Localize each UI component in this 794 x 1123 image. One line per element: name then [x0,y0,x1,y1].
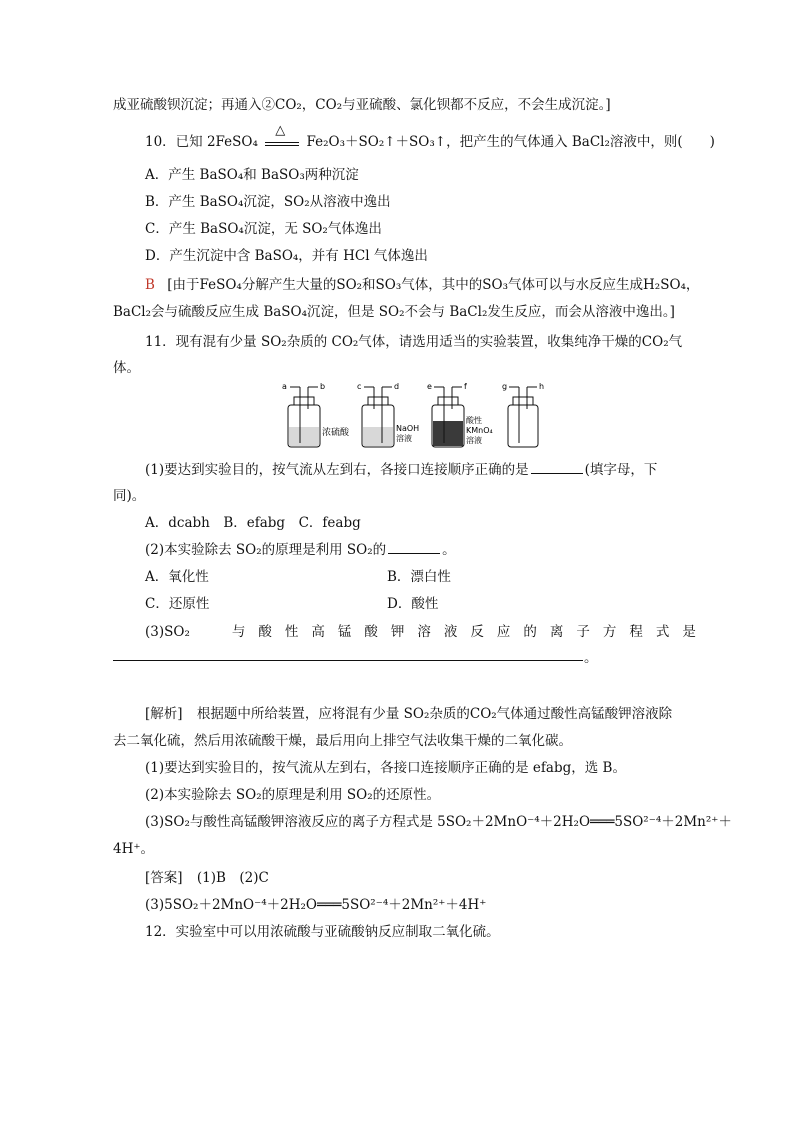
q11-part-3-prompt: 与酸性高锰酸钾溶液反应的离子方程式是 [231,624,709,640]
port-a: a [282,383,287,391]
port-e: e [427,383,432,391]
reaction-arrow [265,123,299,146]
q11-part-3-end: 。 [584,650,598,666]
answer-line-2: (3)5SO₂＋2MnO⁻⁴＋2H₂O═══5SO²⁻⁴＋2Mn²⁺＋4H⁺ [145,897,487,913]
question-11: 11．现有混有少量 SO₂杂质的 CO₂气体，请选用适当的实验装置，收集纯净干燥的CO₂气 [145,334,683,350]
q11-part-3-text: (3)SO₂ [145,624,190,640]
q11-part-3 [145,622,709,642]
heat-symbol: △ [275,123,286,138]
analysis-line-6: 4H⁺。 [113,841,154,857]
q11-part-1-options: A．dcabh B．efabg C．feabg [145,515,361,531]
port-d: d [394,383,400,391]
q11-part-2-option-c: C．还原性 [145,596,210,612]
q10-option-d: D．产生沉淀中含 BaSO₄，并有 HCl 气体逸出 [145,248,428,264]
answer-line-1 [145,868,269,888]
q11-part-1 [145,460,657,480]
answer-text-1: (1)B (2)C [196,870,269,886]
q11-part-2 [145,540,456,560]
question-12: 12．实验室中可以用浓硫酸与亚硫酸钠反应制取二氧化硫。 [145,924,500,940]
gas-washing-apparatus-figure [280,383,550,453]
port-c: c [357,383,362,391]
analysis-line-5: (3)SO₂与酸性高锰酸钾溶液反应的离子方程式是 5SO₂＋2MnO⁻⁴＋2H₂O═══5SO²⁻⁴＋2Mn²⁺＋ [145,814,732,830]
bottle-4 [502,383,544,447]
analysis-line-2: 去二氧化硫，然后用浓硫酸干燥，最后用向上排空气法收集干燥的二氧化碳。 [113,733,572,749]
q10-explanation [145,275,699,295]
analysis-line-1 [145,704,672,724]
question-10 [145,123,715,152]
explanation-line-2: BaCl₂会与硫酸反应生成 BaSO₄沉淀，但是 SO₂不会与 BaCl₂发生反应，而会从溶液中逸出。] [113,304,675,320]
bottle-1 [282,383,350,447]
answer-blank[interactable] [388,541,440,554]
explanation-line-1: [由于FeSO₄分解产生大量的SO₂和SO₃气体，其中的SO₃气体可以与水反应生成H₂SO₄， [167,277,700,293]
q10-text-a: 10．已知 2FeSO₄ [145,134,258,150]
analysis-line-4: (2)本实验除去 SO₂的原理是利用 SO₂的还原性。 [145,787,441,803]
bottle-3 [427,383,493,447]
q11-part-2-option-b: B．漂白性 [387,569,451,585]
port-h: h [539,383,545,391]
q11-part-1-note: (填字母，下 [584,462,658,478]
question-11-cont: 体。 [113,360,140,376]
q11-part-1-cont: 同)。 [113,488,146,504]
q11-part-2-text: (2)本实验除去 SO₂的原理是利用 SO₂的 [145,542,387,558]
port-g: g [502,383,508,391]
answer-label: [答案] [145,870,183,886]
bottle-2-label-2: 溶液 [396,434,412,443]
answer-letter: B [145,277,155,293]
bottle-3-label-3: 溶液 [466,436,482,445]
bottle-3-label-1: 酸性 [466,416,482,425]
q10-text-b: Fe₂O₃＋SO₂↑＋SO₃↑，把产生的气体通入 BaCl₂溶液中，则( ) [306,134,715,150]
bottle-2-label-1: NaOH [396,424,420,433]
analysis-text-1: 根据题中所给装置，应将混有少量 SO₂杂质的CO₂气体通过酸性高锰酸钾溶液除 [196,706,673,722]
analysis-line-3: (1)要达到实验目的，按气流从左到右，各接口连接顺序正确的是 efabg，选 B。 [145,760,626,776]
answer-blank[interactable] [531,461,583,474]
q10-option-b: B．产生 BaSO₄沉淀，SO₂从溶液中逸出 [145,194,391,210]
answer-blank-long[interactable] [113,660,583,661]
q11-part-1-text: (1)要达到实验目的，按气流从左到右，各接口连接顺序正确的是 [145,462,529,478]
bottle-1-label: 浓硫酸 [322,428,350,438]
bottle-3-label-2: KMnO₄ [466,426,493,435]
text-line: 成亚硫酸钡沉淀；再通入②CO₂，CO₂与亚硫酸、氯化钡都不反应，不会生成沉淀。] [113,97,611,113]
q11-part-2-end: 。 [442,542,456,558]
q11-part-2-option-a: A．氧化性 [145,569,209,585]
q10-option-a: A．产生 BaSO₄和 BaSO₃两种沉淀 [145,167,359,183]
port-b: b [320,383,326,391]
bottle-2 [357,383,419,447]
q11-part-2-option-d: D．酸性 [387,596,439,612]
analysis-label: [解析] [145,706,183,722]
port-f: f [464,383,467,391]
q10-option-c: C．产生 BaSO₄沉淀，无 SO₂气体逸出 [145,221,382,237]
